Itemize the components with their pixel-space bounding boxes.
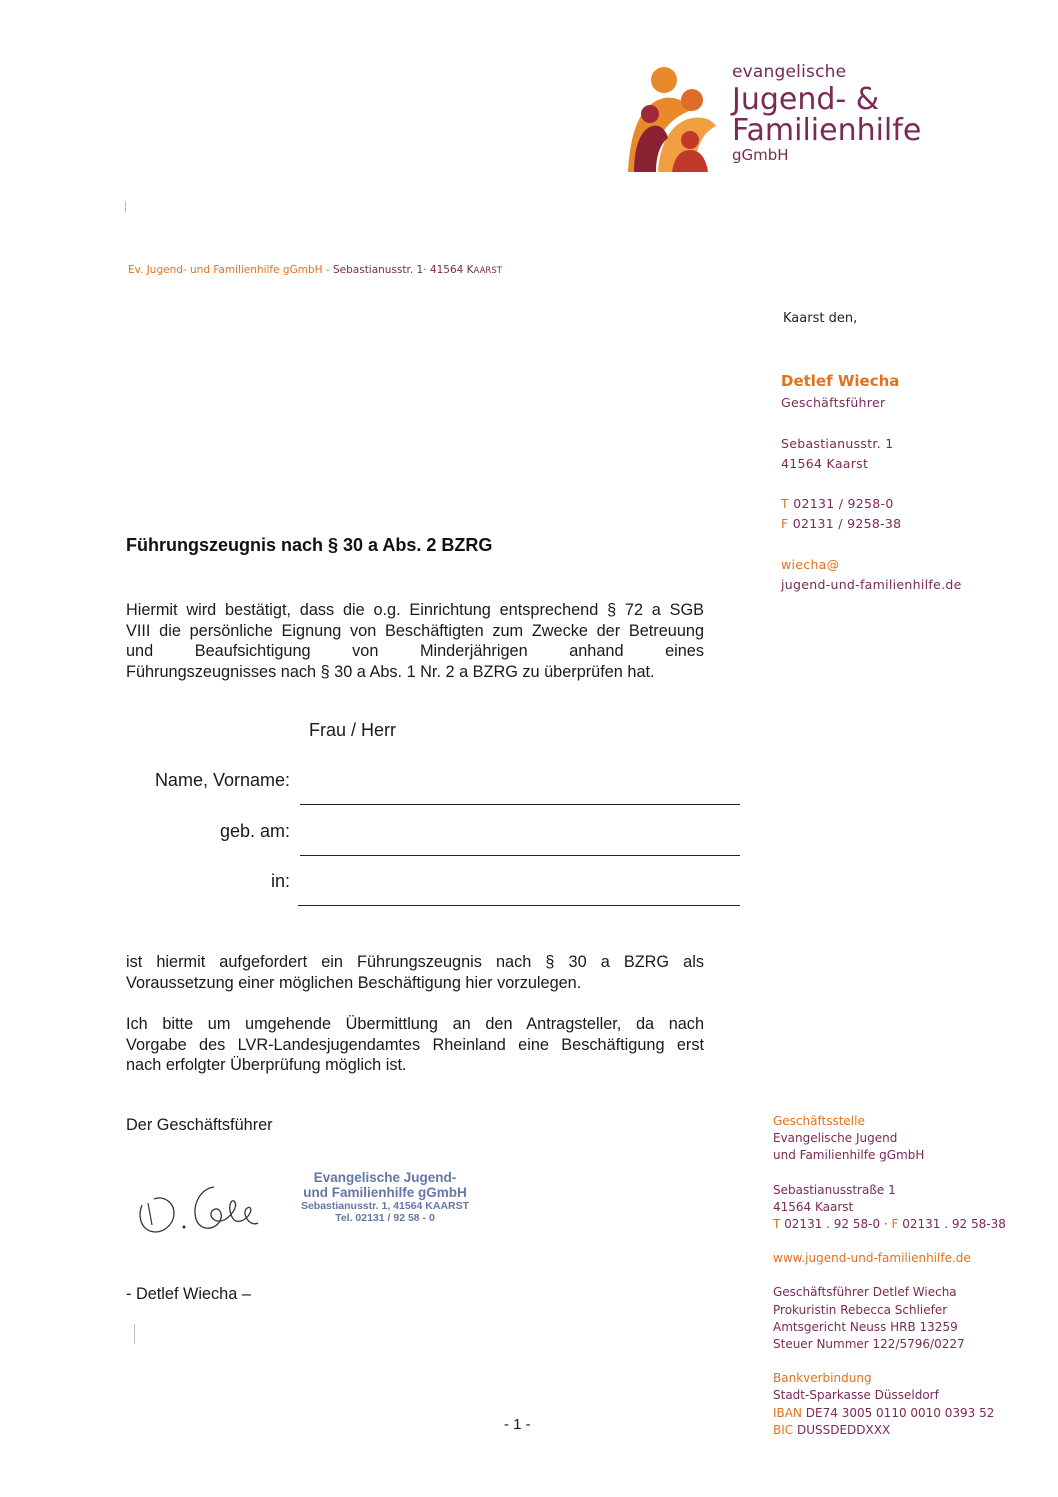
footer-tax: Steuer Nummer 122/5796/0227 — [773, 1337, 965, 1352]
footer-iban: IBAN DE74 3005 0110 0010 0393 52 — [773, 1405, 995, 1420]
footer-city: 41564 Kaarst — [773, 1199, 854, 1214]
stamp-line-1: Evangelische Jugend- — [313, 1170, 457, 1185]
letter-heading: Führungszeugnis nach § 30 a Abs. 2 BZRG — [126, 535, 493, 555]
line-dob[interactable] — [300, 855, 740, 856]
place-date: Kaarst den, — [783, 311, 858, 326]
intro-line-4: Führungszeugnisses nach § 30 a Abs. 1 Nr. 2 a BZRG zu überprüfen hat. — [126, 663, 655, 682]
closing-paragraph — [126, 1014, 704, 1076]
request-line-1: ist hiermit aufgefordert ein Führungszeugnis nach § 30 a BZRG als — [126, 953, 704, 971]
company-logo — [620, 62, 940, 182]
label-name: Name, Vorname: — [154, 770, 290, 790]
contact-street: Sebastianusstr. 1 — [781, 436, 894, 451]
line-place[interactable] — [298, 905, 740, 906]
page-number: - 1 - — [504, 1416, 531, 1433]
sender-org: Ev. Jugend- und Familienhilfe gGmbH - — [128, 264, 330, 276]
intro-line-1: Hiermit wird bestätigt, dass die o.g. Einrichtung entsprechend § 72 a SGB — [126, 601, 704, 619]
intro-line-3: und Beaufsichtigung von Minderjährigen anhand eines — [126, 642, 704, 661]
contact-block — [781, 371, 962, 595]
footer-prokura: Prokuristin Rebecca Schliefer — [773, 1302, 948, 1317]
contact-role: Geschäftsführer — [781, 395, 886, 410]
logo-line-3: Familienhilfe — [732, 113, 922, 148]
line-name[interactable] — [300, 804, 740, 805]
handwritten-signature — [134, 1175, 264, 1245]
sender-city-smallcaps: AARST — [473, 266, 502, 276]
logo-line-2: Jugend- & — [732, 82, 880, 117]
request-line-2: Voraussetzung einer möglichen Beschäftigung hier vorzulegen. — [126, 973, 582, 992]
footer-court: Amtsgericht Neuss HRB 13259 — [773, 1319, 958, 1334]
logo-line-4: gGmbH — [732, 146, 789, 164]
intro-line-2: VIII die persönliche Eignung von Beschäftigten zum Zwecke der Betreuung — [126, 621, 704, 640]
stamp-line-4: Tel. 02131 / 92 58 - 0 — [335, 1212, 435, 1224]
stamp-line-3: Sebastianusstr. 1, 41564 KAARST — [300, 1200, 470, 1212]
contact-phone: T 02131 / 9258-0 — [781, 496, 894, 511]
closing-line-2: Vorgabe des LVR-Landesjugendamtes Rheinland eine Beschäftigung erst — [126, 1035, 704, 1054]
family-figures-icon — [620, 62, 730, 177]
request-paragraph — [126, 952, 704, 993]
footer-bank: Stadt-Sparkasse Düsseldorf — [773, 1388, 939, 1403]
footer-org-1: Evangelische Jugend — [773, 1131, 898, 1146]
contact-email-1: wiecha@ — [781, 557, 840, 572]
contact-city: 41564 Kaarst — [781, 456, 869, 471]
closing-line-3: nach erfolgter Überprüfung möglich ist. — [126, 1056, 407, 1075]
stamp-line-2: und Familienhilfe gGmbH — [303, 1185, 467, 1200]
footer-office-title: Geschäftsstelle — [773, 1114, 865, 1128]
company-stamp — [285, 1170, 485, 1224]
label-dob: geb. am: — [219, 821, 290, 841]
salutation: Frau / Herr — [309, 720, 397, 740]
footer-bic: BIC DUSSDEDDXXX — [773, 1422, 891, 1437]
logo-line-1: evangelische — [732, 62, 847, 82]
margin-mark-top — [125, 201, 126, 213]
sender-address: Sebastianusstr. 1· 41564 K — [329, 264, 474, 276]
footer-org-2: und Familienhilfe gGmbH — [773, 1148, 925, 1163]
contact-email-2: jugend-und-familienhilfe.de — [781, 577, 962, 592]
sender-address-line — [128, 264, 502, 276]
signer-name: - Detlef Wiecha – — [126, 1285, 251, 1303]
closing-line-1: Ich bitte um umgehende Übermittlung an den Antragsteller, da nach — [126, 1015, 704, 1033]
contact-fax: F 02131 / 9258-38 — [781, 516, 902, 531]
footer-street: Sebastianusstraße 1 — [773, 1182, 896, 1197]
label-place: in: — [270, 871, 290, 891]
contact-name: Detlef Wiecha — [781, 372, 900, 390]
footer-phone-fax: T 02131 . 92 58-0 · F 02131 . 92 58-38 — [773, 1217, 1006, 1232]
footer-block — [773, 1113, 1006, 1439]
footer-bank-title: Bankverbindung — [773, 1371, 872, 1386]
footer-md: Geschäftsführer Detlef Wiecha — [773, 1285, 957, 1300]
signoff: Der Geschäftsführer — [126, 1116, 273, 1134]
margin-mark-bottom — [134, 1324, 135, 1344]
intro-paragraph — [126, 600, 704, 683]
footer-web[interactable]: www.jugend-und-familienhilfe.de — [773, 1251, 971, 1266]
